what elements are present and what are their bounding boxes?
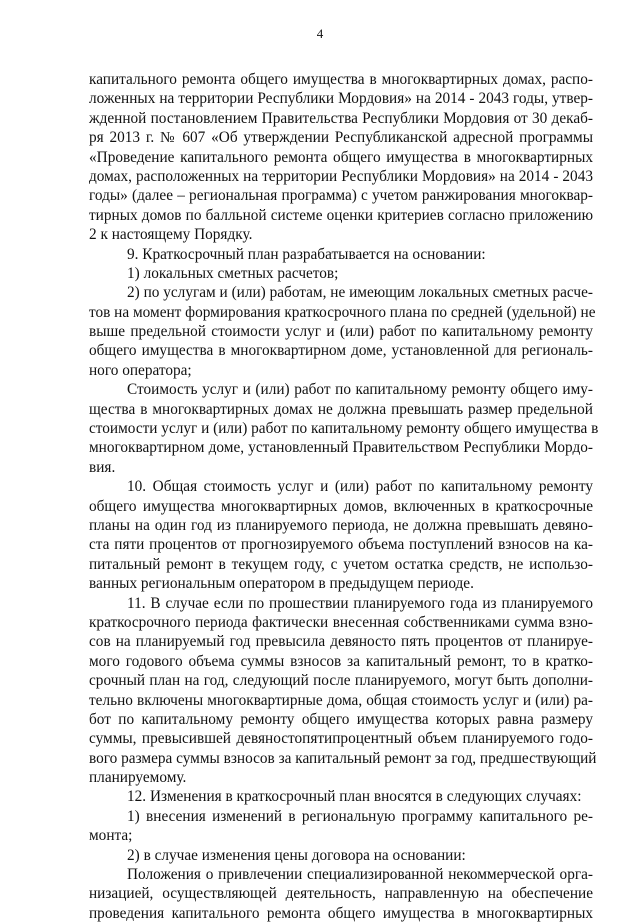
text-line: планы на один год из планируемого периода, не должна превышать девяно- bbox=[89, 516, 593, 534]
text-line: выше предельной стоимости услуг и (или) работ по капитальному ремонту bbox=[89, 323, 593, 341]
text-line: тирных домов по балльной системе оценки критериев согласно приложению bbox=[89, 206, 593, 224]
text-line: ного оператора; bbox=[89, 361, 192, 379]
text-line: монта; bbox=[89, 827, 133, 845]
text-line: ванных региональным оператором в предыдущем периоде. bbox=[89, 575, 474, 593]
text-line: 2 к настоящему Порядку. bbox=[89, 226, 253, 244]
text-line: общего имущества в многоквартирном доме, установленной для региональ- bbox=[89, 342, 593, 360]
text-line: сов на планируемый год превысила девяносто пять процентов от планируе- bbox=[89, 633, 593, 651]
text-line: общего имущества многоквартирных домов, включенных в краткосрочные bbox=[89, 497, 593, 515]
text-line: жденной постановлением Правительства Республики Мордовия от 30 декаб- bbox=[89, 109, 593, 127]
text-line: многоквартирном доме, установленный Правительством Республики Мордо- bbox=[89, 439, 593, 457]
text-line: бот по капитальному ремонту общего имущества которых равна размеру bbox=[89, 710, 593, 728]
text-line: капитального ремонта общего имущества в многоквартирных домах, распо- bbox=[89, 71, 593, 88]
text-line: ложенных на территории Республики Мордовия» на 2014 - 2043 годы, утвер- bbox=[89, 90, 593, 108]
text-line: планируемому. bbox=[89, 769, 187, 787]
text-line: суммы, превысившей девяностопятипроцентный объем планируемого годо- bbox=[89, 730, 593, 748]
text-line: краткосрочного периода фактически внесенная собственниками сумма взно- bbox=[89, 613, 593, 631]
text-line: щества в многоквартирных домах не должна превышать размер предельной bbox=[89, 400, 593, 418]
text-line: ста пяти процентов от прогнозируемого объема поступлений взносов на ка- bbox=[89, 536, 593, 554]
body-text bbox=[89, 70, 599, 923]
text-line: ря 2013 г. № 607 «Об утверждении Республиканской адресной программы bbox=[89, 129, 593, 147]
text-line: Стоимость услуг и (или) работ по капитальному ремонту общего иму- bbox=[127, 381, 593, 399]
text-line: 1) внесения изменений в региональную программу капитального ре- bbox=[127, 807, 593, 825]
text-line: 9. Краткосрочный план разрабатывается на основании: bbox=[127, 245, 486, 263]
text-line: проведения капитального ремонта общего имущества в многоквартирных bbox=[89, 904, 593, 922]
text-line: вия. bbox=[89, 458, 116, 476]
text-line: 1) локальных сметных расчетов; bbox=[127, 264, 339, 282]
text-line: 10. Общая стоимость услуг и (или) работ по капитальному ремонту bbox=[127, 478, 593, 496]
text-line: годы» (далее – региональная программа) с учетом ранжирования многоквар- bbox=[89, 187, 593, 205]
text-line: «Проведение капитального ремонта общего имущества в многоквартирных bbox=[89, 148, 593, 166]
text-line: тов на момент формирования краткосрочного плана по средней (удельной) не bbox=[89, 303, 596, 321]
text-line: низацией, осуществляющей деятельность, направленную на обеспечение bbox=[89, 885, 593, 903]
text-line: 11. В случае если по прошествии планируемого года из планируемого bbox=[127, 594, 593, 612]
text-line: питальный ремонт в текущем году, с учетом остатка средств, не использо- bbox=[89, 555, 593, 573]
text-line: Положения о привлечении специализированной некоммерческой орга- bbox=[127, 866, 593, 884]
text-line: мого годового объема суммы взносов за капитальный ремонт, то в кратко- bbox=[89, 652, 593, 670]
text-line: срочный план на год, следующий после планируемого, могут быть дополни- bbox=[89, 672, 593, 690]
text-line: 2) в случае изменения цены договора на основании: bbox=[127, 846, 466, 864]
text-line: 2) по услугам и (или) работам, не имеющим локальных сметных расче- bbox=[127, 284, 593, 302]
text-line: вого размера суммы взносов за капитальный ремонт за год, предшествующий bbox=[89, 749, 597, 767]
text-line: домах, расположенных на территории Республики Мордовия» на 2014 - 2043 bbox=[89, 167, 593, 185]
page-number: 4 bbox=[316, 26, 324, 41]
text-line: 12. Изменения в краткосрочный план вносятся в следующих случаях: bbox=[127, 788, 582, 806]
text-line: стоимости услуг и (или) работ по капитальному ремонту общего имущества в bbox=[89, 420, 599, 438]
text-line: тельно включены многоквартирные дома, общая стоимость услуг и (или) ра- bbox=[89, 691, 593, 709]
